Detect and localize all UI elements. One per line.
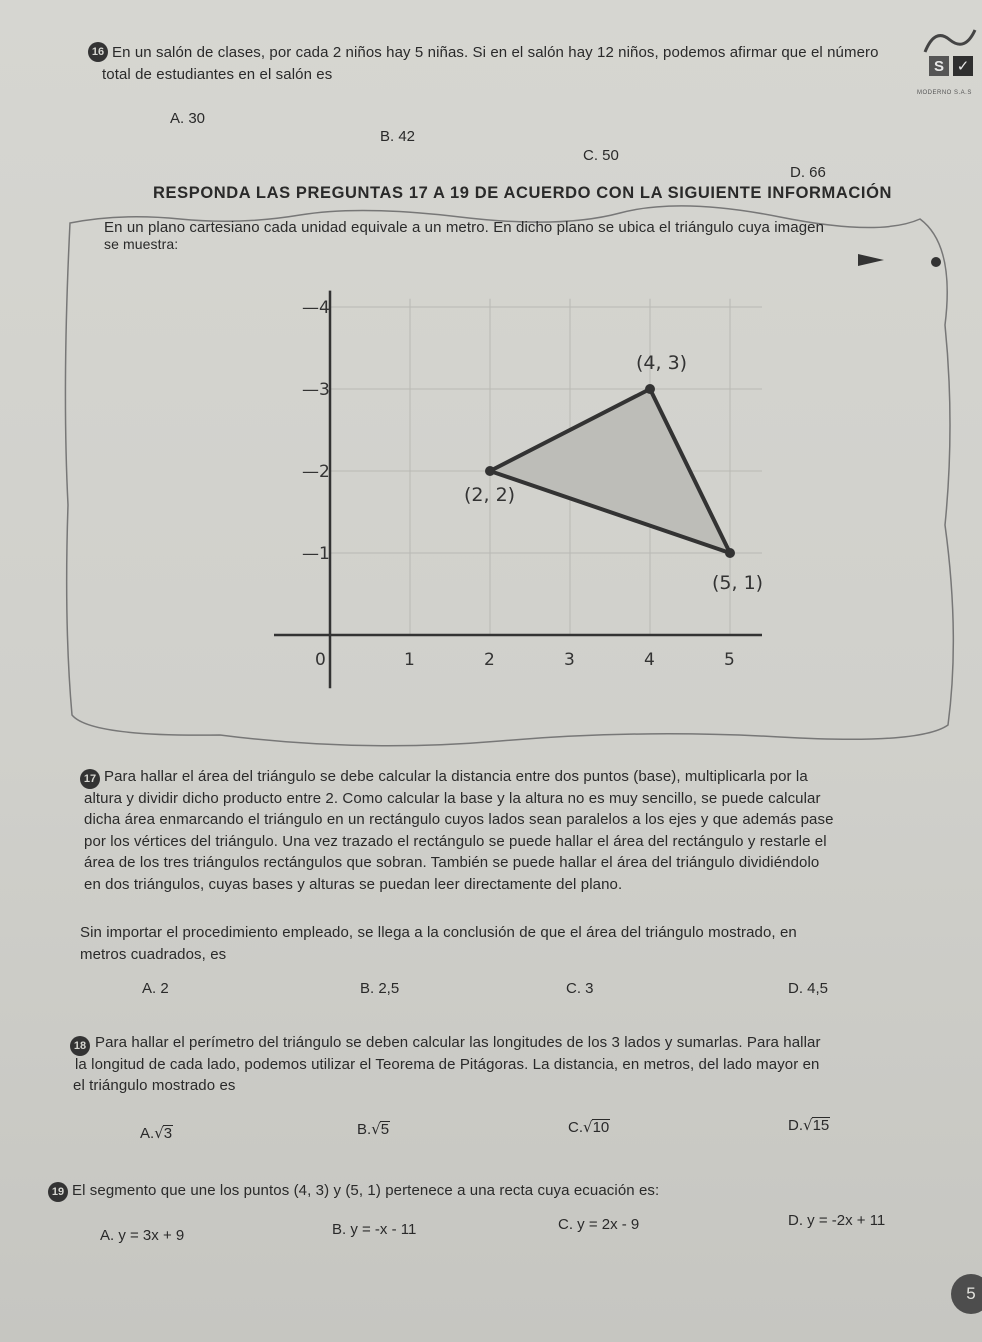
x-tick-label: 0 — [315, 650, 326, 670]
q17-option-b[interactable]: B. 2,5 — [360, 980, 400, 997]
q18-line-1: Para hallar el perímetro del triángulo se deben calcular las longitudes de los 3 lados y sumarlas. Para hallar — [95, 1034, 821, 1051]
q18-option-c[interactable] — [568, 1118, 610, 1136]
q17-line-5: área de los tres triángulos rectángulos que sobran. También se puede hallar el área del triángulo dividiéndolo — [84, 854, 820, 871]
info-intro — [104, 217, 824, 255]
q17-line-6: en dos triángulos, cuyas bases y alturas se puedan leer directamente del plano. — [84, 875, 623, 893]
question-17-number: 17 — [80, 769, 100, 789]
question-16-line-1: En un salón de clases, por cada 2 niños hay 5 niñas. Si en el salón hay 12 niños, podemos afirmar que el número — [112, 44, 879, 61]
info-intro-line-2: se muestra: — [104, 235, 179, 252]
sqrt-icon: √ — [154, 1124, 164, 1142]
q19-option-a[interactable]: A. y = 3x + 9 — [100, 1227, 185, 1244]
logo-letter-icon: S — [929, 56, 949, 76]
q18-option-c-letter: C. — [568, 1119, 583, 1136]
q16-option-b[interactable]: B. 42 — [380, 128, 416, 145]
vertex-point — [485, 466, 495, 476]
question-16-text — [102, 42, 942, 85]
logo-check-icon: ✓ — [953, 56, 973, 76]
q18-option-d-letter: D. — [788, 1117, 803, 1134]
q16-option-a[interactable]: A. 30 — [170, 110, 206, 127]
vertex-label: (4, 3) — [636, 352, 688, 374]
q17-line-1: Para hallar el área del triángulo se debe calcular la distancia entre dos puntos (base), multiplicarla por la — [104, 768, 808, 785]
q19-option-b[interactable]: B. y = -x - 11 — [332, 1221, 417, 1238]
question-19-number: 19 — [48, 1182, 68, 1202]
question-18-number: 18 — [70, 1036, 90, 1056]
info-intro-line-1: En un plano cartesiano cada unidad equivale a un metro. En dicho plano se ubica el triángulo cuya imagen — [104, 219, 825, 236]
q18-option-b[interactable] — [357, 1120, 390, 1138]
section-heading: RESPONDA LAS PREGUNTAS 17 A 19 DE ACUERDO CON LA SIGUIENTE INFORMACIÓN — [153, 184, 893, 202]
q17-line-2: altura y dividir dicho producto entre 2. Como calcular la base y la altura no es muy sencillo, se puede calcular — [84, 789, 821, 807]
q18-option-b-letter: B. — [357, 1121, 372, 1138]
q17-conclusion-line-2: metros cuadrados, es — [80, 945, 227, 963]
q18-option-a-radicand: 3 — [163, 1125, 173, 1142]
q18-option-c-radicand: 10 — [592, 1119, 610, 1136]
q18-option-d[interactable] — [788, 1116, 830, 1134]
sqrt-icon: √ — [371, 1120, 381, 1138]
sqrt-icon: √ — [803, 1116, 813, 1134]
q17-option-c[interactable]: C. 3 — [566, 980, 594, 997]
x-tick-label: 3 — [564, 650, 575, 670]
q16-option-c[interactable]: C. 50 — [583, 147, 619, 164]
question-16-number: 16 — [88, 42, 108, 62]
y-tick-label: —1 — [302, 544, 330, 564]
decorative-arrow-icon — [858, 252, 948, 272]
q17-line-4: por los vértices del triángulo. Una vez trazado el rectángulo se puede hallar el área del rectángulo y restarle el — [84, 832, 827, 850]
q19-option-c[interactable]: C. y = 2x - 9 — [558, 1216, 640, 1233]
q16-option-d[interactable]: D. 66 — [790, 164, 826, 181]
x-tick-label: 4 — [644, 650, 655, 670]
q17-conclusion — [80, 922, 797, 965]
q17-conclusion-line-1: Sin importar el procedimiento empleado, se llega a la conclusión de que el área del triángulo mostrado, en — [80, 924, 797, 941]
q18-line-2: la longitud de cada lado, podemos utilizar el Teorema de Pitágoras. La distancia, en metros, del lado mayor en — [75, 1055, 820, 1073]
y-tick-label: —2 — [302, 462, 330, 482]
q17-option-d[interactable]: D. 4,5 — [788, 980, 829, 997]
question-19-text: El segmento que une los puntos (4, 3) y (5, 1) pertenece a una recta cuya ecuación es: — [72, 1182, 660, 1199]
q19-option-d[interactable]: D. y = -2x + 11 — [788, 1212, 886, 1229]
logo-brand-text: MODERNO S.A.S — [917, 90, 972, 96]
sqrt-icon: √ — [583, 1118, 593, 1136]
cartesian-plane — [270, 285, 790, 705]
q18-option-d-radicand: 15 — [812, 1117, 830, 1134]
q17-line-3: dicha área enmarcando el triángulo en un rectángulo cuyos lados sean paralelos a los ejes y que además pase — [84, 811, 834, 828]
vertex-point — [645, 384, 655, 394]
x-tick-label: 2 — [484, 650, 495, 670]
q18-option-a[interactable] — [140, 1124, 173, 1142]
vertex-label: (5, 1) — [712, 572, 764, 594]
question-16-line-2: total de estudiantes en el salón es — [102, 65, 333, 83]
page-number-badge: 5 — [951, 1274, 982, 1314]
q18-option-a-letter: A. — [140, 1125, 155, 1142]
y-tick-label: —3 — [302, 380, 330, 400]
q17-option-a[interactable]: A. 2 — [142, 980, 169, 997]
q18-line-3: el triángulo mostrado es — [73, 1077, 236, 1094]
vertex-point — [725, 548, 735, 558]
x-tick-label: 1 — [404, 650, 415, 670]
x-tick-label: 5 — [724, 650, 735, 670]
q18-option-b-radicand: 5 — [380, 1121, 390, 1138]
y-tick-label: —4 — [302, 298, 330, 318]
vertex-label: (2, 2) — [464, 484, 516, 506]
